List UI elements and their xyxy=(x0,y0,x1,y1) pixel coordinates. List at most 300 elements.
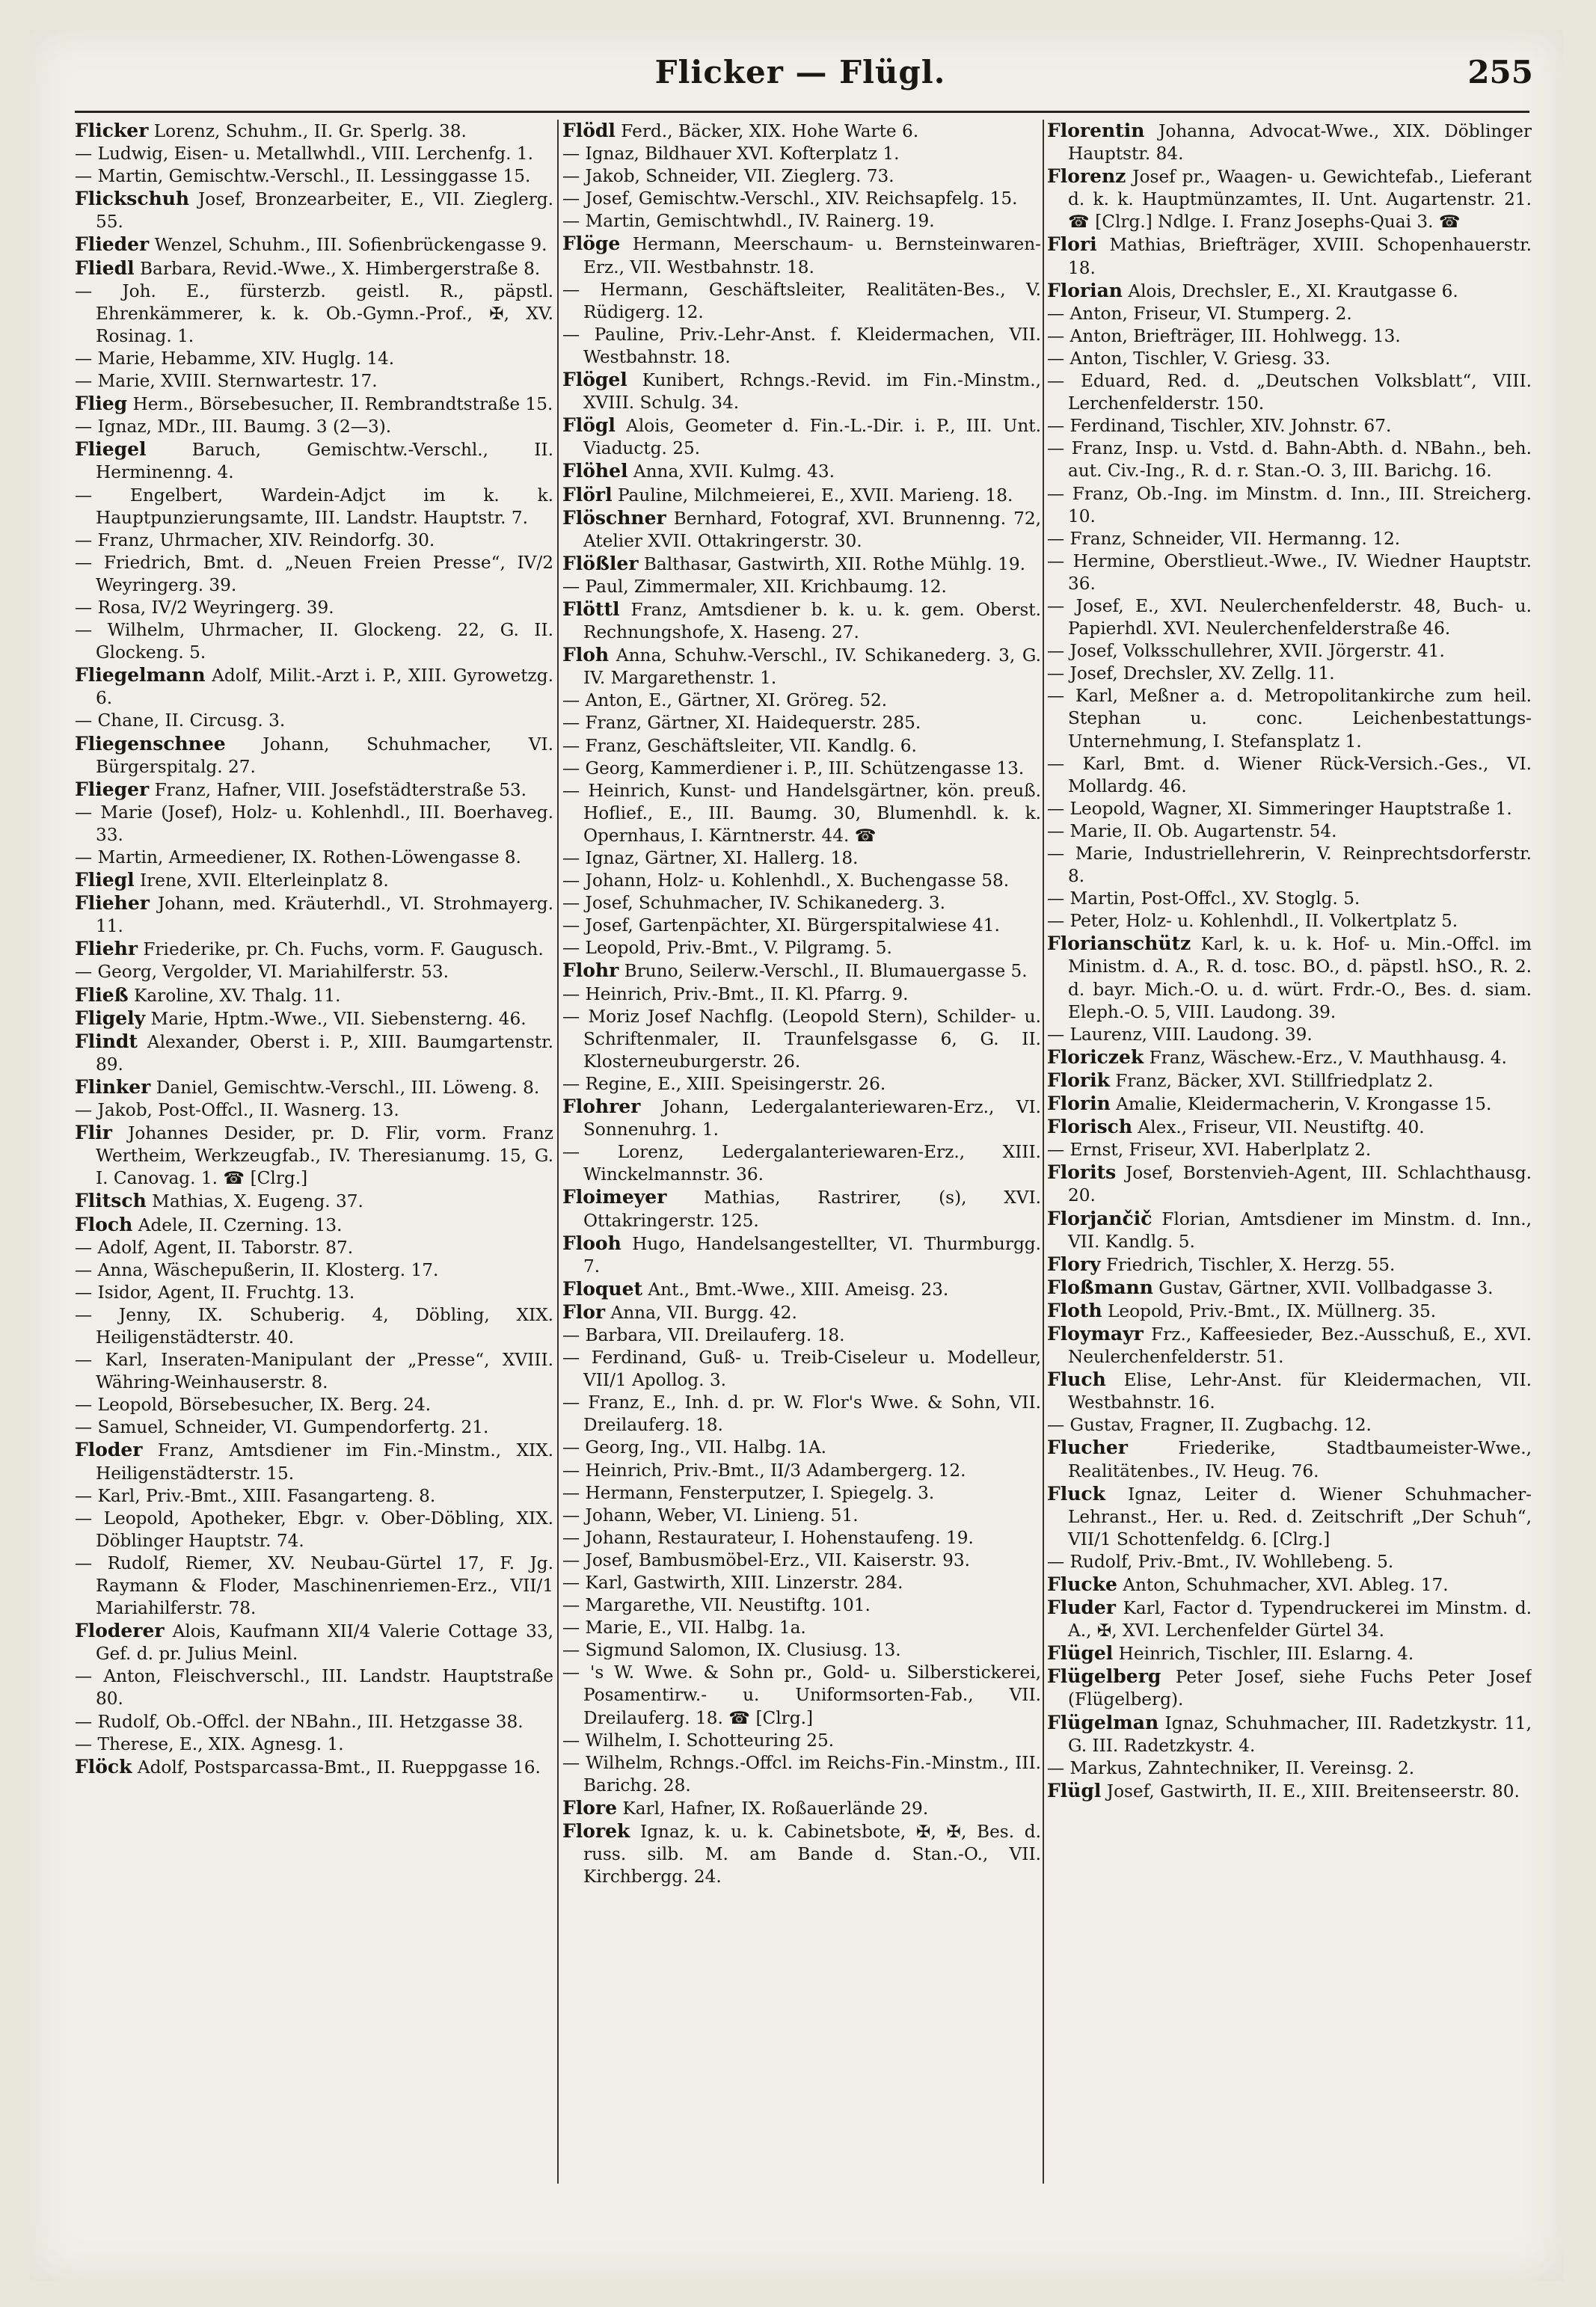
entry-surname: Flügelberg xyxy=(1047,1665,1161,1688)
page-number: 255 xyxy=(1467,54,1533,90)
directory-entry xyxy=(75,1416,553,1439)
entry-details: Johannes Desider, pr. D. Flir, vorm. Franz Wertheim, Werkzeugfab., IV. Theresianumg. 15, G. I. Canovag. 1. ☎ [Clrg.] xyxy=(96,1123,553,1189)
directory-entry xyxy=(75,778,553,802)
directory-entry xyxy=(75,1190,553,1213)
directory-entry xyxy=(75,1552,553,1620)
directory-entry xyxy=(562,1141,1041,1186)
entry-details: — Marie, Hebamme, XIV. Huglg. 14. xyxy=(75,348,395,369)
entry-details: — Ignaz, MDr., III. Baumg. 3 (2—3). xyxy=(75,417,392,437)
directory-entry xyxy=(562,1096,1041,1141)
entry-details: — Jakob, Schneider, VII. Zieglerg. 73. xyxy=(562,166,894,187)
directory-entry xyxy=(562,735,1041,758)
directory-entry xyxy=(562,1347,1041,1392)
entry-details: — Karl, Bmt. d. Wiener Rück-Versich.-Ges., VI. Mollardg. 46. xyxy=(1047,753,1532,796)
entry-surname: Flößler xyxy=(562,552,639,574)
directory-entry xyxy=(1047,325,1532,348)
directory-entry xyxy=(75,1733,553,1756)
directory-entry xyxy=(1047,1483,1532,1551)
directory-entry xyxy=(1047,843,1532,888)
directory-entry xyxy=(562,553,1041,576)
directory-entry xyxy=(75,485,553,529)
directory-entry xyxy=(562,1527,1041,1549)
entry-surname: Floquet xyxy=(562,1277,643,1300)
entry-surname: Flohr xyxy=(562,959,619,982)
entry-details: — Ernst, Friseur, XVI. Haberlplatz 2. xyxy=(1047,1140,1372,1161)
directory-entry xyxy=(562,1730,1041,1752)
entry-surname: Flucke xyxy=(1047,1573,1117,1595)
directory-entry xyxy=(75,619,553,664)
entry-details: Johann, Ledergalanteriewaren-Erz., VI. Sonnenuhrg. 1. xyxy=(583,1097,1041,1140)
directory-entry xyxy=(1047,1368,1532,1414)
entry-details: Johann, Schuhmacher, VI. Bürgerspitalg. 27. xyxy=(96,734,553,777)
entry-details: Herm., Börsebesucher, II. Rembrandtstraße 15. xyxy=(127,394,553,415)
entry-details: — Martin, Armeediener, IX. Rothen-Löwengasse 8. xyxy=(75,847,521,867)
directory-entry xyxy=(75,120,553,143)
entry-details: Adele, II. Czerning. 13. xyxy=(132,1214,343,1235)
directory-entry xyxy=(1047,640,1532,663)
entry-details: — Rudolf, Riemer, XV. Neubau-Gürtel 17, F. Jg. Raymann & Floder, Maschinenriemen-Erz., VII/1 Mariahilferstr. 78. xyxy=(75,1552,553,1619)
entry-details: — Heinrich, Priv.-Bmt., II. Kl. Pfarrg. 9. xyxy=(562,983,909,1004)
directory-entry xyxy=(1047,348,1532,370)
entry-details: — Leopold, Börsebesucher, IX. Berg. 24. xyxy=(75,1395,432,1416)
directory-entry xyxy=(75,348,553,370)
entry-details: Friederike, pr. Ch. Fuchs, vorm. F. Gaugusch. xyxy=(138,939,544,960)
entry-surname: Fligely xyxy=(75,1007,146,1029)
directory-entry xyxy=(1047,1161,1532,1207)
entry-details: — Paul, Zimmermaler, XII. Krichbaumg. 12. xyxy=(562,576,947,597)
entry-details: Franz, Hafner, VIII. Josefstädterstraße 53. xyxy=(149,779,527,800)
directory-entry xyxy=(75,1122,553,1190)
directory-entry xyxy=(75,984,553,1007)
directory-entry xyxy=(562,507,1041,553)
entry-surname: Fluder xyxy=(1047,1597,1116,1619)
entry-surname: Flucher xyxy=(1047,1437,1128,1459)
entry-surname: Flöschner xyxy=(562,506,666,529)
entry-details: Alois, Kaufmann XII/4 Valerie Cottage 33, Gef. d. pr. Julius Meinl. xyxy=(96,1621,553,1665)
entry-details: Lorenz, Schuhm., II. Gr. Sperlg. 38. xyxy=(148,121,467,141)
entry-details: — Anton, Briefträger, III. Hohlwegg. 13. xyxy=(1047,325,1401,346)
entry-surname: Flori xyxy=(1047,233,1097,256)
entry-details: Hermann, Meerschaum- u. Bernsteinwaren-Erz., VII. Westbahnstr. 18. xyxy=(583,234,1041,277)
entry-details: Hugo, Handelsangestellter, VI. Thurmburgg. 7. xyxy=(583,1233,1041,1277)
entry-details: — Wilhelm, Uhrmacher, II. Glockeng. 22, G. II. Glockeng. 5. xyxy=(75,620,553,663)
directory-entry xyxy=(1047,1597,1532,1642)
directory-entry xyxy=(1047,1437,1532,1482)
directory-entry xyxy=(562,689,1041,712)
entry-details: — Josef, Gemischtw.-Verschl., XIV. Reichsapfelg. 15. xyxy=(562,188,1018,209)
entry-details: — Josef, Schuhmacher, IV. Schikanederg. 3. xyxy=(562,893,946,914)
entry-details: — Anton, E., Gärtner, XI. Gröreg. 52. xyxy=(562,690,888,711)
entry-surname: Fliegelmann xyxy=(75,664,206,686)
entry-details: — Martin, Post-Offcl., XV. Stoglg. 5. xyxy=(1047,888,1360,909)
entry-surname: Fluch xyxy=(1047,1368,1106,1391)
directory-entry xyxy=(562,1505,1041,1527)
directory-entry xyxy=(562,915,1041,937)
entry-surname: Flögl xyxy=(562,414,616,437)
entry-details: — Adolf, Agent, II. Taborstr. 87. xyxy=(75,1237,354,1258)
directory-entry xyxy=(1047,1757,1532,1780)
directory-entry xyxy=(1047,165,1532,233)
entry-surname: Fliegl xyxy=(75,869,135,891)
entry-details: Franz, Wäschew.-Erz., V. Mauthhausg. 4. xyxy=(1144,1047,1507,1068)
entry-surname: Flohrer xyxy=(562,1096,641,1118)
directory-entry xyxy=(1047,1253,1532,1277)
directory-entry xyxy=(562,1232,1041,1278)
entry-details: — Laurenz, VIII. Laudong. 39. xyxy=(1047,1024,1313,1045)
entry-details: — Martin, Gemischtwhdl., IV. Rainerg. 19. xyxy=(562,211,935,232)
directory-entry xyxy=(562,1820,1041,1888)
entry-surname: Fliegenschnee xyxy=(75,732,226,755)
directory-entry xyxy=(1047,1069,1532,1093)
entry-details: — Markus, Zahntechniker, II. Vereinsg. 2. xyxy=(1047,1757,1415,1778)
entry-surname: Fliehr xyxy=(75,938,138,960)
entry-details: Pauline, Milchmeierei, E., XVII. Marieng. 18. xyxy=(612,485,1013,506)
directory-entry xyxy=(75,1349,553,1394)
directory-entry xyxy=(1047,1642,1532,1665)
entry-details: — Franz, Gärtner, XI. Haidequerstr. 285. xyxy=(562,713,921,734)
entry-surname: Florits xyxy=(1047,1161,1117,1184)
entry-details: Wenzel, Schuhm., III. Sofienbrückengasse 9. xyxy=(149,235,547,256)
entry-details: Ant., Bmt.-Wwe., XIII. Ameisg. 23. xyxy=(642,1279,949,1300)
entry-surname: Flügelman xyxy=(1047,1711,1159,1733)
entry-details: — Jakob, Post-Offcl., II. Wasnerg. 13. xyxy=(75,1100,399,1121)
entry-details: Anna, VII. Burgg. 42. xyxy=(605,1302,797,1323)
directory-entry xyxy=(1047,1665,1532,1711)
directory-entry xyxy=(562,1437,1041,1459)
entry-details: Barbara, Revid.-Wwe., X. Himbergerstraße 8. xyxy=(134,258,541,279)
entry-details: Ignaz, Schuhmacher, III. Radetzkystr. 11, G. III. Radetzkystr. 4. xyxy=(1068,1712,1532,1756)
directory-entry xyxy=(1047,437,1532,482)
entry-details: — Marie, Industriellehrerin, V. Reinprechtsdorferstr. 8. xyxy=(1047,844,1532,887)
entry-details: — Heinrich, Priv.-Bmt., II/3 Adambergerg. 12. xyxy=(562,1460,966,1481)
entry-details: Peter Josef, siehe Fuchs Peter Josef (Flügelberg). xyxy=(1068,1667,1532,1710)
entry-details: — Ferdinand, Guß- u. Treib-Ciseleur u. Modelleur, VII/1 Apollog. 3. xyxy=(562,1348,1041,1391)
entry-surname: Flieher xyxy=(75,892,150,915)
entry-details: — Samuel, Schneider, VI. Gumpendorfertg. 21. xyxy=(75,1417,489,1438)
entry-details: — Gustav, Fragner, II. Zugbachg. 12. xyxy=(1047,1415,1372,1436)
directory-entry xyxy=(562,210,1041,233)
directory-entry xyxy=(562,120,1041,143)
entry-details: — Anton, Fleischverschl., III. Landstr. Hauptstraße 80. xyxy=(75,1666,553,1709)
entry-details: Alexander, Oberst i. P., XIII. Baumgartenstr. 89. xyxy=(96,1031,553,1075)
entry-details: — Friedrich, Bmt. d. „Neuen Freien Presse“, IV/2 Weyringerg. 39. xyxy=(75,552,553,595)
entry-details: Alex., Friseur, VII. Neustiftg. 40. xyxy=(1132,1117,1425,1138)
entry-details: — Moriz Josef Nachflg. (Leopold Stern), Schilder- u. Schriftenmaler, II. Traunfelsgasse 6, G. II. Klosterneuburgerstr. 26. xyxy=(562,1006,1041,1072)
entry-details: — Johann, Holz- u. Kohlenhdl., X. Buchengasse 58. xyxy=(562,870,1010,891)
entry-details: — Barbara, VII. Dreilauferg. 18. xyxy=(562,1324,845,1345)
entry-details: Anna, Schuhw.-Verschl., IV. Schikanederg. 3, G. IV. Margarethenstr. 1. xyxy=(583,645,1041,689)
directory-entry xyxy=(562,1639,1041,1662)
entry-details: — Jenny, IX. Schuberig. 4, Döbling, XIX. Heiligenstädterstr. 40. xyxy=(75,1304,553,1348)
entry-details: — Ignaz, Gärtner, XI. Hallerg. 18. xyxy=(562,848,859,868)
directory-entry xyxy=(562,369,1041,414)
entry-surname: Floth xyxy=(1047,1299,1102,1321)
directory-entry xyxy=(1047,550,1532,595)
entry-surname: Flore xyxy=(562,1796,617,1819)
entry-surname: Florek xyxy=(562,1820,630,1843)
entry-surname: Florianschütz xyxy=(1047,933,1191,955)
entry-surname: Florentin xyxy=(1047,120,1145,141)
entry-details: Mathias, Briefträger, XVIII. Schopenhauerstr. 18. xyxy=(1068,235,1532,278)
directory-entry xyxy=(1047,1277,1532,1300)
entry-details: Karoline, XV. Thalg. 11. xyxy=(128,985,341,1006)
entry-details: — Heinrich, Kunst- und Handelsgärtner, kön. preuß. Hoflief., E., III. Baumg. 30, Blumenhdl. k. k. Opernhaus, I. Kärntnerstr. 44. ☎ xyxy=(562,780,1041,846)
entry-details: — Georg, Vergolder, VI. Mariahilferstr. 53. xyxy=(75,962,449,983)
entry-surname: Fluck xyxy=(1047,1482,1105,1505)
column-divider xyxy=(557,120,559,2184)
entry-surname: Flieg xyxy=(75,393,128,415)
directory-entry xyxy=(1047,1208,1532,1253)
directory-entry xyxy=(562,1572,1041,1594)
entry-details: — Marie, E., VII. Halbg. 1a. xyxy=(562,1618,806,1638)
entry-details: Florian, Amtsdiener im Minstm. d. Inn., VII. Kandlg. 5. xyxy=(1068,1208,1532,1252)
directory-column-3 xyxy=(1047,120,1532,2258)
entry-surname: Flögel xyxy=(562,369,627,391)
entry-details: Ignaz, k. u. k. Cabinetsbote, ✠, ✠, Bes. d. russ. silb. M. am Bande d. Stan.-O., VII. Kirchbergg. 24. xyxy=(583,1822,1041,1887)
entry-details: Marie, Hptm.-Wwe., VII. Siebensterng. 46. xyxy=(145,1008,527,1029)
directory-entry xyxy=(562,870,1041,892)
entry-surname: Flöge xyxy=(562,233,621,255)
entry-details: Heinrich, Tischler, III. Eslarng. 4. xyxy=(1113,1644,1414,1665)
entry-surname: Flöttl xyxy=(562,598,620,620)
entry-details: — Chane, II. Circusg. 3. xyxy=(75,710,286,731)
entry-details: — Rudolf, Ob.-Offcl. der NBahn., III. Hetzgasse 38. xyxy=(75,1711,524,1732)
directory-entry xyxy=(1047,595,1532,640)
directory-entry xyxy=(75,1237,553,1259)
entry-details: — Lorenz, Ledergalanteriewaren-Erz., XIII. Winckelmannstr. 36. xyxy=(562,1142,1041,1185)
entry-details: — 's W. Wwe. & Sohn pr., Gold- u. Silberstickerei, Posamentirw.- u. Uniformsorten-Fab., VII. Dreilauferg. 18. ☎ [Clrg.] xyxy=(562,1662,1041,1728)
directory-entry xyxy=(562,279,1041,324)
directory-entry xyxy=(1047,1414,1532,1437)
entry-surname: Florjančič xyxy=(1047,1207,1153,1229)
entry-details: Mathias, Rastrirer, (s), XVI. Ottakringerstr. 125. xyxy=(583,1188,1041,1231)
directory-entry xyxy=(1047,370,1532,415)
directory-entry xyxy=(1047,1712,1532,1757)
directory-entry xyxy=(1047,685,1532,752)
entry-surname: Flicker xyxy=(75,120,149,141)
directory-entry xyxy=(75,233,553,256)
directory-entry xyxy=(1047,120,1532,165)
directory-entry xyxy=(75,1007,553,1030)
directory-entry xyxy=(562,892,1041,915)
directory-entry xyxy=(75,393,553,416)
entry-details: — Ignaz, Bildhauer XVI. Kofterplatz 1. xyxy=(562,144,900,165)
entry-surname: Flödl xyxy=(562,120,616,141)
directory-entry xyxy=(562,1278,1041,1301)
directory-entry xyxy=(75,710,553,732)
entry-details: — Josef, Bambusmöbel-Erz., VII. Kaiserstr. 93. xyxy=(562,1549,971,1570)
entry-details: Karl, Factor d. Typendruckerei im Minstm. d. A., ✠, XVI. Lerchenfelder Gürtel 34. xyxy=(1068,1598,1532,1641)
entry-details: Alois, Geometer d. Fin.-L.-Dir. i. P., III. Unt. Viaductg. 25. xyxy=(583,416,1041,459)
directory-entry xyxy=(562,324,1041,369)
entry-surname: Floh xyxy=(562,644,610,666)
directory-entry xyxy=(75,143,553,165)
directory-entry xyxy=(75,280,553,348)
directory-entry xyxy=(75,552,553,597)
directory-entry xyxy=(75,257,553,280)
directory-entry xyxy=(1047,1116,1532,1139)
entry-details: — Marie, XVIII. Sternwartestr. 17. xyxy=(75,371,378,392)
entry-details: Gustav, Gärtner, XVII. Vollbadgasse 3. xyxy=(1153,1277,1494,1298)
directory-entry xyxy=(1047,888,1532,910)
directory-entry xyxy=(1047,1780,1532,1803)
entry-surname: Fliedl xyxy=(75,256,135,279)
directory-entry xyxy=(562,1752,1041,1797)
directory-entry xyxy=(75,1304,553,1349)
directory-entry xyxy=(562,460,1041,483)
entry-details: Ferd., Bäcker, XIX. Hohe Warte 6. xyxy=(615,121,919,141)
directory-entry xyxy=(1047,1323,1532,1368)
entry-details: Anton, Schuhmacher, XVI. Ableg. 17. xyxy=(1117,1575,1449,1595)
directory-entry xyxy=(1047,415,1532,437)
entry-details: Franz, Amtsdiener im Fin.-Minstm., XIX. Heiligenstädterstr. 15. xyxy=(96,1440,553,1484)
directory-entry xyxy=(75,1030,553,1076)
entry-details: — Leopold, Wagner, XI. Simmeringer Hauptstraße 1. xyxy=(1047,798,1512,819)
entry-surname: Floch xyxy=(75,1213,133,1235)
entry-details: Balthasar, Gastwirth, XII. Rothe Mühlg. 19. xyxy=(638,553,1025,574)
directory-entry xyxy=(75,188,553,233)
directory-entry xyxy=(562,959,1041,983)
entry-details: Adolf, Milit.-Arzt i. P., XIII. Gyrowetzg. 6. xyxy=(96,666,553,709)
directory-entry xyxy=(75,961,553,983)
directory-entry xyxy=(562,983,1041,1006)
entry-details: — Leopold, Apotheker, Ebgr. v. Ober-Döbling, XIX. Döblinger Hauptstr. 74. xyxy=(75,1508,553,1551)
entry-details: — Rosa, IV/2 Weyringerg. 39. xyxy=(75,597,334,618)
entry-details: — Franz, Insp. u. Vstd. d. Bahn-Abth. d. NBahn., beh. aut. Civ.-Ing., R. d. r. Stan.-O. 3, III. Barichg. 16. xyxy=(1047,438,1532,482)
directory-entry xyxy=(75,438,553,484)
entry-details: — Josef, Drechsler, XV. Zellg. 11. xyxy=(1047,663,1335,684)
directory-column-2 xyxy=(562,120,1041,2258)
directory-entry xyxy=(75,1394,553,1416)
entry-details: Frz., Kaffeesieder, Bez.-Ausschuß, E., XVI. Neulerchenfelderstr. 51. xyxy=(1068,1324,1532,1368)
directory-entry xyxy=(562,937,1041,959)
entry-surname: Floderer xyxy=(75,1620,165,1642)
entry-details: — Eduard, Red. d. „Deutschen Volksblatt“, VIII. Lerchenfelderstr. 150. xyxy=(1047,371,1532,414)
directory-entry xyxy=(562,414,1041,460)
directory-entry xyxy=(75,733,553,778)
directory-entry xyxy=(562,576,1041,598)
entry-surname: Flieger xyxy=(75,778,150,800)
entry-details: — Ludwig, Eisen- u. Metallwhdl., VIII. Lerchenfg. 1. xyxy=(75,144,533,165)
directory-entry xyxy=(562,1482,1041,1505)
entry-surname: Flor xyxy=(562,1300,606,1323)
page-header xyxy=(67,54,1533,106)
entry-details: Josef, Borstenvieh-Agent, III. Schlachthausg. 20. xyxy=(1068,1163,1532,1206)
entry-details: — Josef, E., XVI. Neulerchenfelderstr. 48, Buch- u. Papierhdl. XVI. Neulerchenfelderstraße 46. xyxy=(1047,595,1532,639)
entry-surname: Flinker xyxy=(75,1075,151,1098)
entry-details: Franz, Bäcker, XVI. Stillfriedplatz 2. xyxy=(1109,1070,1434,1091)
entry-details: — Regine, E., XIII. Speisingerstr. 26. xyxy=(562,1073,886,1094)
directory-entry xyxy=(75,1620,553,1665)
entry-details: — Franz, Schneider, VII. Hermanng. 12. xyxy=(1047,528,1401,549)
directory-entry xyxy=(1047,1573,1532,1597)
directory-entry xyxy=(1047,280,1532,303)
entry-details: — Franz, Uhrmacher, XIV. Reindorfg. 30. xyxy=(75,529,435,550)
entry-details: — Marie (Josef), Holz- u. Kohlenhdl., III. Boerhaveg. 33. xyxy=(75,802,553,845)
directory-entry xyxy=(75,892,553,938)
directory-entry xyxy=(562,644,1041,689)
directory-entry xyxy=(1047,1300,1532,1323)
entry-details: — Wilhelm, Rchngs.-Offcl. im Reichs-Fin.-Minstm., III. Barichg. 28. xyxy=(562,1752,1041,1795)
directory-entry xyxy=(75,165,553,188)
entry-details: — Karl, Inseraten-Manipulant der „Presse“, XVIII. Währing-Weinhauserstr. 8. xyxy=(75,1350,553,1393)
directory-entry xyxy=(75,1485,553,1508)
entry-details: Johanna, Advocat-Wwe., XIX. Döblinger Hauptstr. 84. xyxy=(1068,121,1532,165)
entry-details: Baruch, Gemischtw.-Verschl., II. Herminenng. 4. xyxy=(96,440,553,483)
entry-surname: Flieder xyxy=(75,233,150,256)
directory-entry xyxy=(1047,1139,1532,1161)
directory-column-1 xyxy=(75,120,553,2258)
directory-entry xyxy=(562,1301,1041,1324)
directory-entry xyxy=(75,1099,553,1122)
entry-details: Franz, Amtsdiener b. k. u. k. gem. Oberst. Rechnungshofe, X. Haseng. 27. xyxy=(583,599,1041,643)
directory-entry xyxy=(562,712,1041,734)
directory-entry xyxy=(75,1439,553,1484)
entry-details: — Rudolf, Priv.-Bmt., IV. Wohllebeng. 5. xyxy=(1047,1551,1394,1572)
directory-entry xyxy=(562,847,1041,870)
directory-entry xyxy=(75,1214,553,1237)
entry-surname: Florenz xyxy=(1047,165,1126,188)
entry-details: — Engelbert, Wardein-Adjct im k. k. Hauptpunzierungsamte, III. Landstr. Hauptstr. 7. xyxy=(75,485,553,528)
directory-entry xyxy=(1047,1046,1532,1069)
entry-details: — Sigmund Salomon, IX. Clusiusg. 13. xyxy=(562,1640,901,1661)
entry-surname: Florin xyxy=(1047,1093,1111,1115)
entry-surname: Flügel xyxy=(1047,1642,1114,1665)
directory-entry xyxy=(1047,303,1532,325)
directory-entry xyxy=(562,1594,1041,1617)
entry-surname: Flöhel xyxy=(562,460,628,482)
entry-details: — Karl, Meßner a. d. Metropolitankirche zum heil. Stephan u. conc. Leichenbestattungs-Unternehmung, I. Stefansplatz 1. xyxy=(1047,686,1532,752)
entry-details: — Karl, Priv.-Bmt., XIII. Fasangarteng. 8. xyxy=(75,1485,436,1506)
entry-surname: Florian xyxy=(1047,279,1123,301)
entry-details: — Franz, Ob.-Ing. im Minstm. d. Inn., III. Streicherg. 10. xyxy=(1047,483,1532,526)
directory-entry xyxy=(562,1186,1041,1232)
directory-entry xyxy=(562,1460,1041,1482)
entry-details: — Josef, Volksschullehrer, XVII. Jörgerstr. 41. xyxy=(1047,641,1445,662)
entry-surname: Flügl xyxy=(1047,1779,1102,1801)
directory-entry xyxy=(1047,753,1532,798)
entry-details: Friedrich, Tischler, X. Herzg. 55. xyxy=(1100,1254,1396,1275)
directory-entry xyxy=(75,1665,553,1710)
directory-entry xyxy=(75,416,553,438)
running-head-title: Flicker — Flügl. xyxy=(654,54,946,90)
entry-details: Josef pr., Waagen- u. Gewichtefab., Lieferant d. k. k. Hauptmünzamtes, II. Unt. Augartenstr. 21. ☎ [Clrg.] Ndlge. I. Franz Josephs-Quai 3. ☎ xyxy=(1068,167,1532,233)
entry-details: — Joh. E., fürsterzb. geistl. R., päpstl. Ehrenkämmerer, k. k. Ob.-Gymn.-Prof., ✠, XV. Rosinag. 1. xyxy=(75,280,553,346)
header-rule xyxy=(75,111,1529,113)
directory-entry xyxy=(562,1617,1041,1639)
entry-details: — Hermine, Oberstlieut.-Wwe., IV. Wiedner Hauptstr. 36. xyxy=(1047,550,1532,594)
entry-details: — Ferdinand, Tischler, XIV. Johnstr. 67. xyxy=(1047,416,1392,437)
entry-details: — Georg, Ing., VII. Halbg. 1A. xyxy=(562,1437,827,1458)
directory-entry xyxy=(75,370,553,393)
entry-surname: Floimeyer xyxy=(562,1186,667,1208)
entry-surname: Florik xyxy=(1047,1069,1110,1091)
directory-entry xyxy=(75,847,553,869)
entry-surname: Flooh xyxy=(562,1232,621,1254)
entry-surname: Floriczek xyxy=(1047,1045,1144,1068)
entry-details: — Johann, Weber, VI. Linieng. 51. xyxy=(562,1505,859,1526)
entry-details: Amalie, Kleidermacherin, V. Krongasse 15. xyxy=(1110,1094,1492,1115)
entry-details: Bernhard, Fotograf, XVI. Brunnenng. 72, Atelier XVII. Ottakringerstr. 30. xyxy=(583,508,1041,551)
directory-entry xyxy=(562,484,1041,507)
directory-entry xyxy=(562,165,1041,188)
entry-surname: Flörl xyxy=(562,483,613,506)
entry-surname: Floßmann xyxy=(1047,1276,1153,1298)
entry-surname: Flitsch xyxy=(75,1190,147,1212)
entry-details: Josef, Gastwirth, II. E., XIII. Breitenseerstr. 80. xyxy=(1101,1781,1520,1801)
directory-entry xyxy=(1047,933,1532,1023)
directory-entry xyxy=(562,1006,1041,1073)
